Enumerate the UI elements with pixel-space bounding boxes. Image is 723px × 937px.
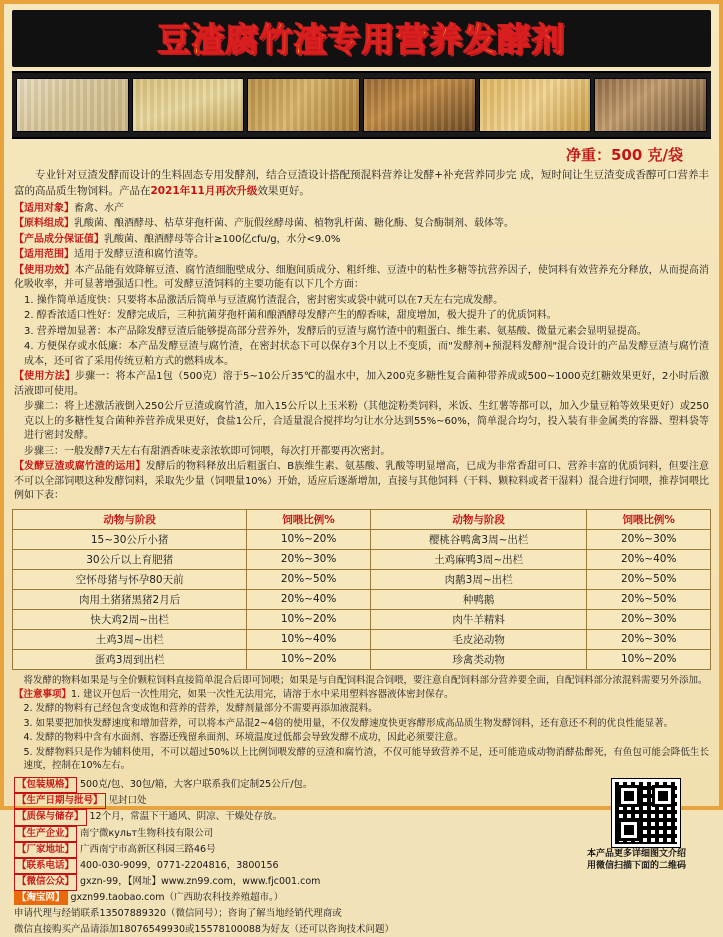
spec-value: 畜禽、水产 xyxy=(74,202,124,214)
table-cell: 20%~30% xyxy=(587,629,711,649)
spec-row xyxy=(14,248,709,263)
spec-label: 【原料组成】 xyxy=(14,218,74,229)
after-table-note: 将发酵的物料如果是与全价颗粒饲料直接简单混合后即可饲喂；如果是与自配饲料混合饲喂，要注意自配饲料部分营养要全面，自配饲料部分浓混料需要另外添加。 xyxy=(23,674,708,686)
table-col-header: 饲喂比例% xyxy=(587,509,711,529)
intro-text-1: 专业针对豆渣发酵而设计的生料固态专用发酵剂，结合豆渣设计搭配预混料营养让发酵+补充营养同步完 xyxy=(35,169,517,181)
feature-item: 4. 方便保存或水低廉：本产品发酵豆渣与腐竹渣，在密封状态下可以保存3个月以上不变质，而"发酵剂+预混料发酵剂"混合设计的产品发酵豆渣与腐竹渣成本，还可省了采用传统豆粕方式的燃料成本。 xyxy=(24,341,709,367)
info-row xyxy=(14,874,709,890)
photo-frame xyxy=(247,78,360,132)
intro-highlight: 2021年11月再次升级 xyxy=(150,184,258,197)
table-cell: 珍禽类动物 xyxy=(370,649,587,669)
feature-item: 1. 操作简单适度快：只要将本品激活后简单与豆渣腐竹渣混合，密封密实或袋中就可以在7天左右完成发酵。 xyxy=(24,294,504,306)
table-row xyxy=(13,649,711,669)
photo-frame xyxy=(132,78,245,132)
intro-text-3: 效果更好。 xyxy=(257,184,310,197)
taobao-value: gxzn99.taobao.com（广西助农科技养殖超市。） xyxy=(70,891,284,903)
table-cell: 肉鹅3周~出栏 xyxy=(370,569,587,589)
table-cell: 樱桃谷鸭禽3周~出栏 xyxy=(370,529,587,549)
table-cell: 10%~20% xyxy=(247,609,371,629)
spec-value: 乳酸菌、酿酒酵母等合计≥100亿cfu/g，水分<9.0% xyxy=(104,233,341,245)
spec-label: 【适用范围】 xyxy=(14,249,74,260)
table-cell: 肉牛羊精料 xyxy=(370,609,587,629)
table-cell: 20%~40% xyxy=(587,549,711,569)
table-cell: 30公斤以上育肥猪 xyxy=(13,549,247,569)
table-cell: 20%~50% xyxy=(587,569,711,589)
table-cell: 土鸡3周~出栏 xyxy=(13,629,247,649)
table-cell: 20%~50% xyxy=(587,589,711,609)
taobao-row[interactable] xyxy=(14,891,709,905)
page-title: 豆渣腐竹渣专用营养发酵剂 xyxy=(157,20,566,59)
spec-label: 【产品成分保证值】 xyxy=(14,233,104,245)
info-value: 广西南宁市高新区科园三路46号 xyxy=(80,843,216,855)
table-cell: 肉用土猪猪黑猪2月后 xyxy=(13,589,247,609)
info-tag: 【联系电话】 xyxy=(14,858,77,874)
intro-text-2: 成，短时间让生豆渣变成香醇可口营养丰富的高品质生物饲料。产品在 xyxy=(14,169,710,197)
application-block xyxy=(14,460,709,504)
usage-block xyxy=(14,264,709,293)
photo-filmstrip xyxy=(12,71,711,139)
info-tag: 【质保与储存】 xyxy=(14,809,87,825)
agent-note-1: 申请代理与经销联系13507889320（微信同号）；咨询了解当地经销代理商或 xyxy=(14,907,342,919)
table-cell: 20%~30% xyxy=(247,549,371,569)
table-cell: 15~30公斤小猪 xyxy=(13,529,247,549)
application-label: 【发酵豆渣或腐竹渣的运用】 xyxy=(14,461,146,472)
photo-frame xyxy=(363,78,476,132)
qr-code xyxy=(612,779,680,847)
spec-label: 【适用对象】 xyxy=(14,202,74,214)
feeding-ratio-table xyxy=(12,509,711,670)
note-item: 3. 如果要把加快发酵速度和增加营养，可以将本产品混2~4倍的使用量，不仅发酵速度快更容酵形成高品质生物发酵饲料，还有意还不利的优良性能显著。 xyxy=(23,717,674,729)
table-header-row xyxy=(13,509,711,529)
info-tag: 【包装规格】 xyxy=(14,777,77,793)
table-cell: 20%~40% xyxy=(247,589,371,609)
info-value: 见封口处 xyxy=(108,795,147,807)
feature-item: 3. 营养增加显著：本产品除发酵豆渣后能够提高部分营养外，发酵后的豆渣与腐竹渣中的粗蛋白、维生素、氨基酸、微量元素会显明显提高。 xyxy=(24,325,647,337)
intro-paragraph xyxy=(14,168,709,200)
usage-label: 【使用功效】 xyxy=(14,264,75,276)
table-col-header: 动物与阶段 xyxy=(370,509,587,529)
table-cell: 20%~30% xyxy=(587,609,711,629)
table-cell: 10%~20% xyxy=(587,649,711,669)
steps-label: 【使用方法】 xyxy=(14,371,75,382)
spec-row xyxy=(14,233,709,248)
table-row xyxy=(13,609,711,629)
step-two: 步骤二：将上述激活液倒入250公斤豆渣或腐竹渣，加入15公斤以上玉米粉（其他淀粉类饲料，米饭、生红薯等都可以，加入少量豆粕等效果更好）或250克以上的多糖性复合菌种养营养成果更好，食盐1公斤，合适量混合搅拌均匀让水分达到55%~60%，简单混合均匀，投入装有非金属类的容器、塑料袋等进行密封发酵。 xyxy=(24,401,709,441)
photo-frame xyxy=(479,78,592,132)
info-tag: 【微信公众】 xyxy=(14,874,77,890)
step-one: 步骤一：将本产品1包（500克）溶于5~10公斤35℃的温水中，加入200克多糖性复合菌种带养成或500~1000克红糖效果更好，2小时后激活液即可使用。 xyxy=(14,371,710,397)
info-value: 500克/包、30包/箱，大客户联系我们定制25公斤/包。 xyxy=(80,778,313,790)
taobao-tag: 【淘宝网】 xyxy=(14,891,68,905)
agent-note-2: 微信直接购买产品请添加18076549930或15578100088为好友（还可以咨询技术问题） xyxy=(14,924,394,936)
table-cell: 10%~20% xyxy=(247,649,371,669)
table-row xyxy=(13,589,711,609)
table-cell: 空怀母猪与怀孕80天前 xyxy=(13,569,247,589)
table-col-header: 饲喂比例% xyxy=(247,509,371,529)
feature-item: 2. 醇香浓适口性好：发酵完成后，三种抗菌芽孢杆菌和酿酒酵母发酵产生的醇香味，甜度增加，极大提升了的优质饲料。 xyxy=(24,310,557,321)
spec-value: 乳酸菌、酿酒酵母、枯草芽孢杆菌、产朊假丝酵母菌、植物乳杆菌、糖化酶、复合酶制剂、载体等。 xyxy=(74,218,514,229)
spec-row xyxy=(14,202,709,217)
application-text: 发酵后的物料释放出后粗蛋白、B族维生素、氨基酸、乳酸等明显增高，已成为非常香甜可口、营养丰富的优质饲料，但要注意不可以全部饲喂这种发酵饲料，采取先少量（饲喂量10%）开始，适应后逐渐增加，直接与其他饲料（干料、颗粒料或者干湿料）混合进行饲喂，推荐饲喂比例如下表： xyxy=(14,461,709,501)
info-tag: 【生产日期与批号】 xyxy=(14,793,106,809)
info-value: gxzn-99，【网址】www.zn99.com，www.fjc001.com xyxy=(80,876,321,888)
spec-value: 适用于发酵豆渣和腐竹渣等。 xyxy=(74,249,204,260)
qr-section xyxy=(587,779,705,872)
spec-row xyxy=(14,217,709,232)
table-row xyxy=(13,569,711,589)
photo-frame xyxy=(16,78,129,132)
note-item: 1. 建议开包后一次性用完，如果一次性无法用完，请溶于水中采用塑料容器液体密封保存。 xyxy=(71,688,454,700)
qr-caption-line1: 本产品更多详细图文介绍 xyxy=(587,848,687,859)
table-cell: 20%~30% xyxy=(587,529,711,549)
company-info-block xyxy=(12,777,711,937)
table-cell: 种鸭鹅 xyxy=(370,589,587,609)
step-three: 步骤三：一般发酵7天左右有甜酒香味麦亲浓软即可饲喂，每次打开都要再次密封。 xyxy=(24,445,391,457)
notes-block xyxy=(14,688,709,701)
table-cell: 10%~20% xyxy=(247,529,371,549)
notes-label: 【注意事项】 xyxy=(14,688,72,700)
photo-frame xyxy=(594,78,707,132)
title-banner xyxy=(12,10,711,67)
table-row xyxy=(13,629,711,649)
info-tag: 【生产企业】 xyxy=(14,826,77,842)
note-item: 4. 发酵的物料中含有水面剂、容器还残留糸面剂、环境温度过低都会导致发酵不成功，因此必须要注意。 xyxy=(23,732,464,744)
table-cell: 蛋鸡3周到出栏 xyxy=(13,649,247,669)
info-value: 400-030-9099，0771-2204816，3800156 xyxy=(80,860,279,872)
usage-text: 本产品能有效降解豆渣、腐竹渣细胞壁成分、细胞间质成分、粗纤维、豆渣中的粘性多糖等抗营养因子，使饲料有效营养充分释放，从而提高消化吸收率，并可显著增强适口性。可发酵豆渣饲料的主要功能有以下几个方面： xyxy=(14,264,710,290)
table-cell: 快大鸡2周~出栏 xyxy=(13,609,247,629)
table-cell: 毛皮泌动物 xyxy=(370,629,587,649)
table-cell: 20%~50% xyxy=(247,569,371,589)
info-value: 12个月，常温下干通风、阴凉、干燥处存放。 xyxy=(89,811,283,823)
table-row xyxy=(13,529,711,549)
table-cell: 10%~40% xyxy=(247,629,371,649)
net-weight: 净重：500 克/袋 xyxy=(565,146,683,164)
table-cell: 土鸡麻鸭3周~出栏 xyxy=(370,549,587,569)
note-item: 5. 发酵物料只是作为辅料使用，不可以超过50%以上比例饲喂发酵的豆渣和腐竹渣，不仅可能导致营养不足，还可能造成动物消酵盐醉死，有鱼包可能会降低生长速度，控制在10%左右。 xyxy=(23,746,709,772)
steps-block xyxy=(14,370,709,399)
qr-caption-line2: 用微信扫描下面的二维码 xyxy=(587,860,687,871)
info-tag: 【厂家地址】 xyxy=(14,842,77,858)
table-row xyxy=(13,549,711,569)
table-col-header: 动物与阶段 xyxy=(13,509,247,529)
note-item: 2. 发酵的物料有己经包含变成饱和营养的营养，发酵剂量部分不需要再添加液混料。 xyxy=(23,703,378,715)
info-value: 南宁微культ生物科技有限公司 xyxy=(80,827,214,839)
